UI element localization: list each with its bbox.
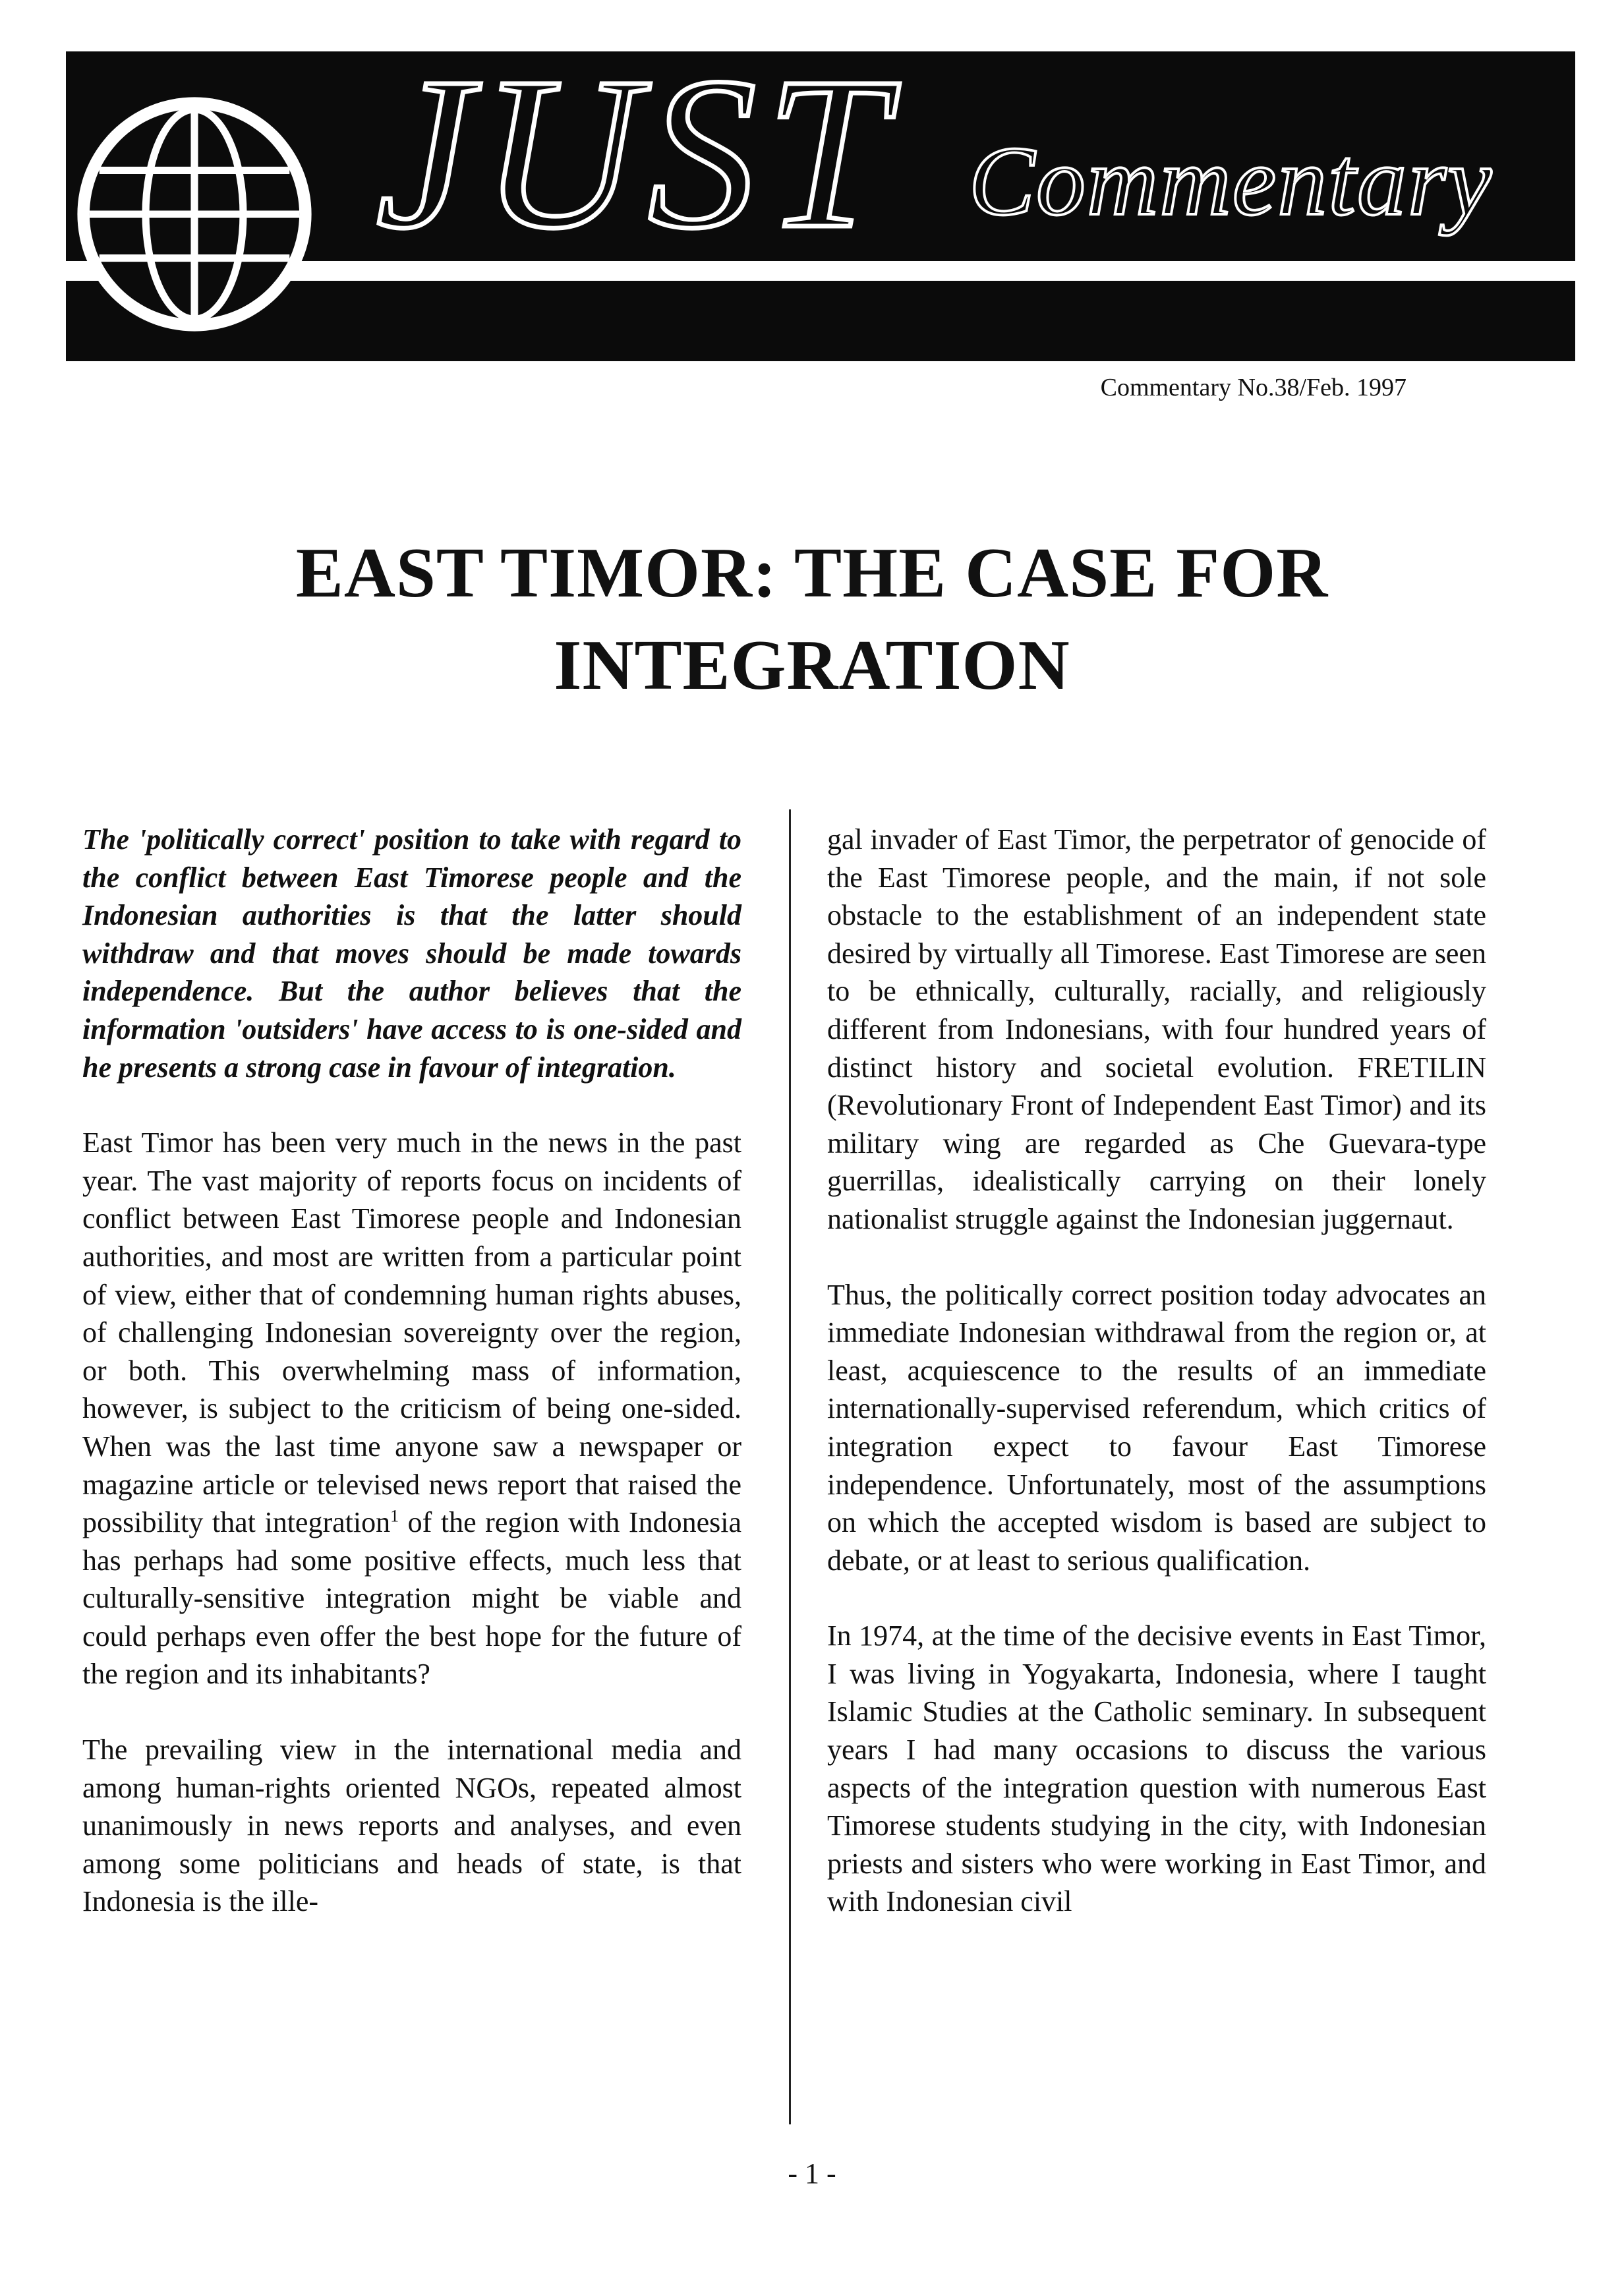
lead-paragraph: The 'politically correct' position to take with regard to the conflict between East Timorese people and the Indonesian authorities is that the latter should withdraw and that moves should be made towards independence. But the author believes that the information 'outsiders' have access to is one-sided and he presents a strong case in favour of integration. bbox=[82, 823, 741, 1084]
headline-line-1: EAST TIMOR: THE CASE FOR bbox=[295, 534, 1329, 612]
globe-icon bbox=[72, 92, 316, 336]
body-paragraph: In 1974, at the time of the decisive events in East Timor, I was living in Yogyakarta, Indonesia, where I taught Islamic Studies at the Catholic seminary. In subsequent years I had many occasions to discuss the various aspects of the integration question with numerous East Timorese students studying in the city, with Indonesian priests and sisters who were working in East Timor, and with Indonesian civil bbox=[827, 1619, 1486, 1918]
column-left bbox=[82, 821, 741, 1921]
masthead-subtitle: Commentary bbox=[969, 127, 1493, 236]
body-paragraph bbox=[82, 1124, 741, 1693]
page-number: - 1 - bbox=[788, 2157, 836, 2190]
body-paragraph: Thus, the politically correct position today advocates an immediate Indonesian withdrawal from the region or, at least, acquiescence to the results of an immediate internationally-supervised referendum, which critics of integration expect to favour East Timorese independence. Unfortunately, most of the assumptions on which the accepted wisdom is based are subject to debate, or at least to serious qualification. bbox=[827, 1278, 1486, 1577]
body-paragraph: The prevailing view in the international media and among human-rights oriented NGOs, repeated almost unanimously in news reports and analyses, and even among some politicians and heads of state, is that Indonesia is the ille- bbox=[82, 1734, 741, 1918]
body-text: of the region with Indonesia has perhaps had some positive effects, much less that culturally-sensitive integration might be viable and could perhaps even offer the best hope for the future of the region and its inhabitants? bbox=[82, 1506, 741, 1691]
body-paragraph: gal invader of East Timor, the perpetrator of genocide of the East Timorese people, and the main, if not sole obstacle to the establishment of an independent state desired by virtually all Timorese. East Timorese are seen to be ethnically, culturally, racially, and religiously different from Indonesians, with four hundred years of distinct history and societal evolution. FRETILIN (Revolutionary Front of Independent East Timor) and its military wing are regarded as Che Guevara-type guerrillas, idealistically carrying on their lonely nationalist struggle against the Indonesian juggernaut. bbox=[827, 823, 1486, 1235]
masthead-title: JUST bbox=[376, 33, 896, 274]
article-headline bbox=[0, 527, 1624, 712]
body-text: East Timor has been very much in the news in the past year. The vast majority of reports focus on incidents of conflict between East Timorese people and Indonesian authorities, and most are written from a particular point of view, either that of condemning human rights abuses, of challenging Indonesian sovereignty over the region, or both. This overwhelming mass of information, however, is subject to the criticism of being one-sided. When was the last time anyone saw a newspaper or magazine article or televised news report that raised the possibility that integration bbox=[82, 1126, 741, 1539]
column-divider bbox=[789, 809, 791, 2124]
headline-line-2: INTEGRATION bbox=[554, 626, 1070, 705]
footnote-marker: 1 bbox=[390, 1506, 399, 1526]
column-right bbox=[827, 821, 1486, 1921]
issue-line: Commentary No.38/Feb. 1997 bbox=[1100, 374, 1406, 401]
masthead bbox=[66, 33, 1575, 361]
